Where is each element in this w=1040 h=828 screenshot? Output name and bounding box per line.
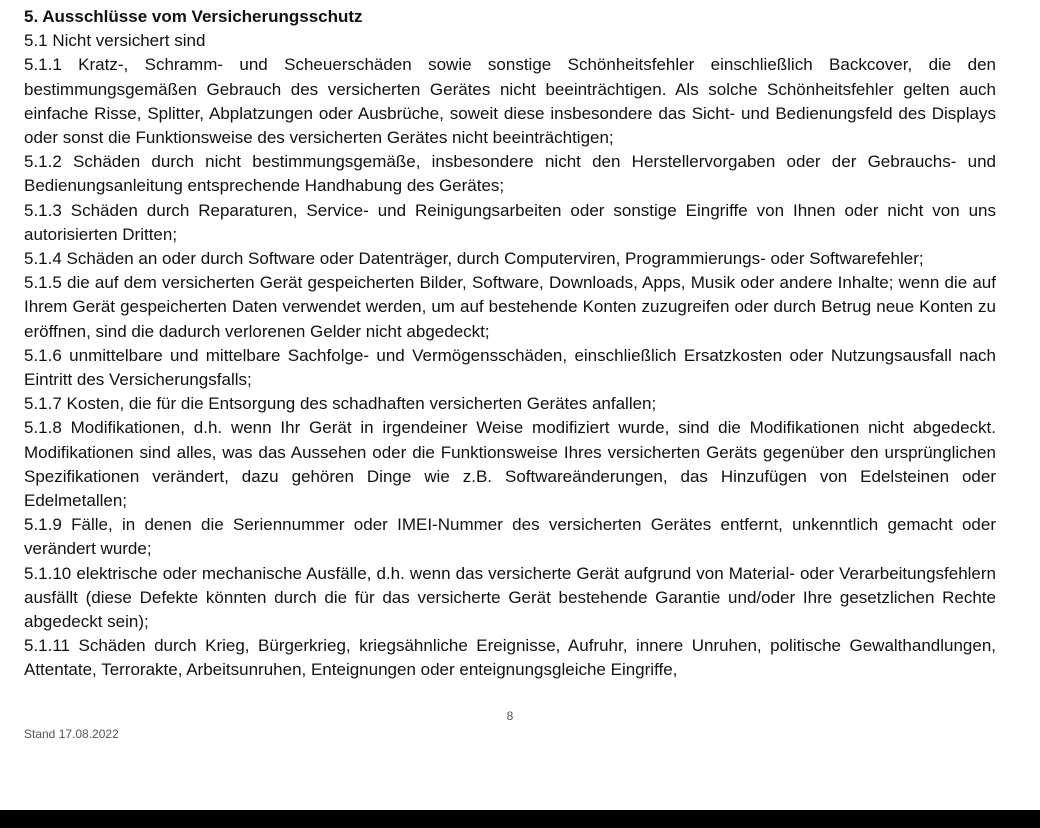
clause-5-1-1: 5.1.1 Kratz-, Schramm- und Scheuerschäden sowie sonstige Schönheitsfehler einschließlich Backcover, die den bestimmungsgemäßen Gebrauch des versicherten Gerätes nicht beeinträchtigen. Als solche Schönheitsfehler gelten auch einfache Risse, Splitter, Abplatzungen oder Ausbrüche, soweit diese insbesondere das Sicht- und Bedienungsfeld des Displays oder sonst die Funktionsweise des versicherten Gerätes nicht beeinträchtigen; xyxy=(24,55,996,148)
clause-5-1-3: 5.1.3 Schäden durch Reparaturen, Service- und Reinigungsarbeiten oder sonstige Eingriffe von Ihnen oder nicht von uns autorisierten Dritten; xyxy=(24,200,996,244)
clause-5-1-11: 5.1.11 Schäden durch Krieg, Bürgerkrieg, kriegsähnliche Ereignisse, Aufruhr, innere Unruhen, politische Gewalthandlungen, Attentate, Terrorakte, Arbeitsunruhen, Enteignungen oder enteignungsgleiche Eingriffe, xyxy=(24,636,996,680)
clause-5-1-9: 5.1.9 Fälle, in denen die Seriennummer oder IMEI-Nummer des versicherten Gerätes entfernt, unkenntlich gemacht oder verändert wurde; xyxy=(24,515,996,559)
clause-5-1-5: 5.1.5 die auf dem versicherten Gerät gespeicherten Bilder, Software, Downloads, Apps, Musik oder andere Inhalte; wenn die auf Ihrem Gerät gespeicherten Daten verwendet werden, um auf bestehende Konten zuzugreifen oder durch Betrug neue Konten zu eröffnen, sind die dadurch verlorenen Gelder nicht abgedeckt; xyxy=(24,273,996,341)
clause-5-1-4: 5.1.4 Schäden an oder durch Software oder Datenträger, durch Computerviren, Programmierungs- oder Softwarefehler; xyxy=(24,249,924,269)
section-heading: 5. Ausschlüsse vom Versicherungsschutz xyxy=(24,7,363,26)
clause-5-1-8: 5.1.8 Modifikationen, d.h. wenn Ihr Gerät in irgendeiner Weise modifiziert wurde, sind die Modifikationen nicht abgedeckt. Modifikationen sind alles, was das Aussehen oder die Funktionsweise Ihres versicherten Geräts gegenüber den ursprünglichen Spezifikationen verändert, dazu gehören Dinge wie z.B. Softwareänderungen, das Hinzufügen von Edelsteinen oder Edelmetallen; xyxy=(24,418,996,511)
clause-5-1-10: 5.1.10 elektrische oder mechanische Ausfälle, d.h. wenn das versicherte Gerät aufgrund von Material- oder Verarbeitungsfehlern ausfällt (diese Defekte könnten durch die für das versicherte Gerät bestehende Garantie und/oder Ihre gesetzlichen Rechte abgedeckt sein); xyxy=(24,563,996,632)
page-number: 8 xyxy=(506,709,514,723)
document-body xyxy=(24,5,996,683)
bottom-black-bar xyxy=(0,810,1040,828)
clause-5-1-2: 5.1.2 Schäden durch nicht bestimmungsgemäße, insbesondere nicht den Herstellervorgaben oder der Gebrauchs- und Bedienungsanleitung entsprechende Handhabung des Gerätes; xyxy=(24,152,996,196)
clause-5-1-6: 5.1.6 unmittelbare und mittelbare Sachfolge- und Vermögensschäden, einschließlich Ersatzkosten oder Nutzungsausfall nach Eintritt des Versicherungsfalls; xyxy=(24,345,996,390)
footer-date: Stand 17.08.2022 xyxy=(24,727,119,741)
clause-5-1-7: 5.1.7 Kosten, die für die Entsorgung des schadhaften versicherten Gerätes anfallen; xyxy=(24,394,657,414)
subsection-heading: 5.1 Nicht versichert sind xyxy=(24,31,206,51)
